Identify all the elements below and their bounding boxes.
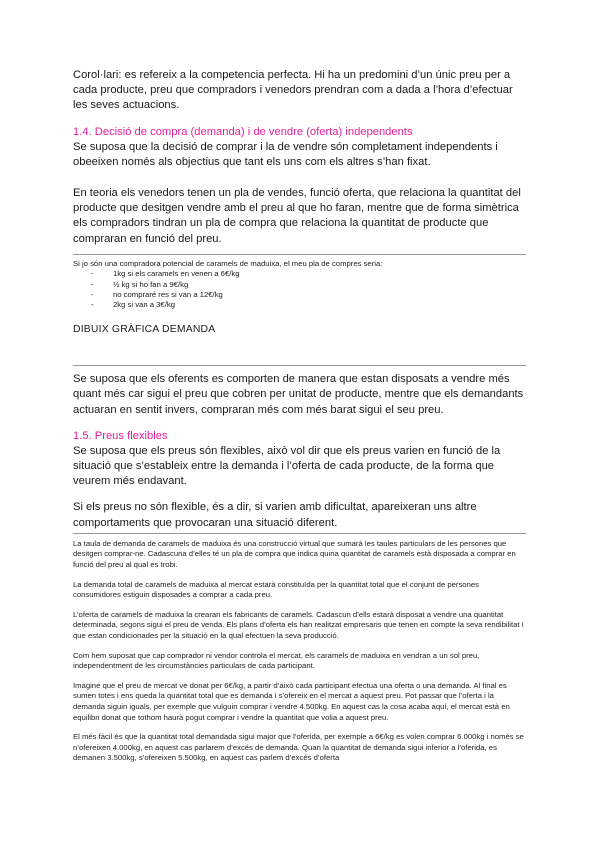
intro-paragraph: Corol·lari: es refereix a la competencia perfecta. Hi ha un predomini d’un únic preu per a cada producte, preu que compradors i venedors prendran com a dada a l’hora d’efectuar les seves actuacions. [73, 69, 513, 112]
list-item: - 1kg si els caramels en venen a 6€/kg [91, 269, 240, 279]
section-1-4-paragraph-2: En teoria els venedors tenen un pla de vendes, funció oferta, que relaciona la quantitat del producte que desitgen vendre amb el preu al que ho faran, mentre que de forma simètrica els compradors tindran un pla de compra que relaciona la quantitat de producte que compraran en funció del preu. [73, 187, 521, 245]
divider [73, 365, 526, 366]
note-paragraph: El més fàcil és que la quantitat total demandada sigui major que l’oferida, per exemple a 6€/kg es volen comprar 6.000kg i només se n’ofereixen 4.000kg, en aquest cas parlarem d’excés de demanda. Quan la quantitat de demanda sigui inferior a l’oferida, es demanen 3.500kg, s’ofereixen 5.500kg, en aquest cas parlem d’excés d’oferta [73, 732, 524, 763]
section-1-5-paragraph-2: Si els preus no són flexible, és a dir, si varien amb dificultat, apareixeran uns altre comportaments que provocaran una situació diferent. [73, 501, 477, 529]
note-paragraph: Imagine que el preu de mercat ve donat per 6€/kg, a partir d’això cada participant efectua una oferta o una demanda. Al final es sumen totes i ens queda la quantitat total que es demanda i s’ofereix en el mercat a aquest preu. Pot passar que l’oferta i la demanda siguin iguals, per exemple que vulguin comprar i vendre 4.500kg. En aquest cas la cosa acaba aquí, el mercat està en equilibri donat que tothom haurà pogut comprar i vendre la quantitat que volia a aquest preu. [73, 680, 510, 722]
note-paragraph: La demanda total de caramels de maduixa al mercat estarà constituïda per la quantitat total que el conjunt de persones consumidores estiguin disposades a comprar a cada preu. [73, 579, 479, 600]
divider [73, 254, 526, 255]
list-item: - 2kg si van a 3€/kg [91, 300, 175, 310]
buyer-plan-list [73, 269, 526, 310]
buyer-note-intro: Si jo són una compradora potencial de caramels de maduixa, el meu pla de compres seria: [73, 258, 383, 268]
note-paragraph: Com hem suposat que cap comprador ni vendor controla el mercat, els caramels de maduixa en vendran a un sol preu, independentment de les circumstàncies particulars de cada participant. [73, 650, 480, 671]
document-page [73, 68, 526, 764]
section-1-5-paragraph-1: Se suposa que els preus són flexibles, això vol dir que els preus varien en funció de la situació que s’estableix entre la demanda i l’oferta de cada producte, de la forma que veurem més endavant. [73, 444, 501, 488]
demand-graph-label: DIBUIX GRÀFICA DEMANDA [73, 324, 216, 336]
section-1-4-heading: 1.4. Decisió de compra (demanda) i de vendre (oferta) independents [73, 125, 413, 138]
offer-paragraph: Se suposa que els oferents es comporten de manera que estan disposats a vendre més quant més car sigui el preu que cobren per unitat de producte, mentre que els demandants actuaran en sentit invers, compraran més com més barat sigui el seu preu. [73, 373, 524, 416]
note-paragraph: L’oferta de caramels de maduixa la crearan els fabricants de caramels. Cadascun d’ells estarà disposat a vendre una quantitat determinada, segons sigui el preu de venda. Els plans d’oferta els han realitzat empresaris que tenen en compte la seva rendibilitat i que estan condicionades per la situació en la qual efectuen la seva producció. [73, 609, 524, 641]
divider [73, 533, 526, 534]
list-item: - no compraré res si van a 12€/kg [91, 289, 223, 299]
list-item: - ½ kg si ho fan a 9€/kg [91, 279, 189, 289]
section-1-5-heading: 1.5. Preus flexibles [73, 429, 168, 442]
section-1-4-paragraph-1: Se suposa que la decisió de comprar i la de vendre són completament independents i obeeixen només als objectius que tant els uns com els altres s’han fixat. [73, 140, 498, 168]
note-paragraph: La taula de demanda de caramels de maduixa és una construcció virtual que sumarà les taules particulars de les persones que desitgen comprar-ne. Cadascuna d’elles té un pla de compra que indica quina quantitat de caramels està disposada a comprar en funció del preu al qual es trobi. [73, 538, 516, 570]
